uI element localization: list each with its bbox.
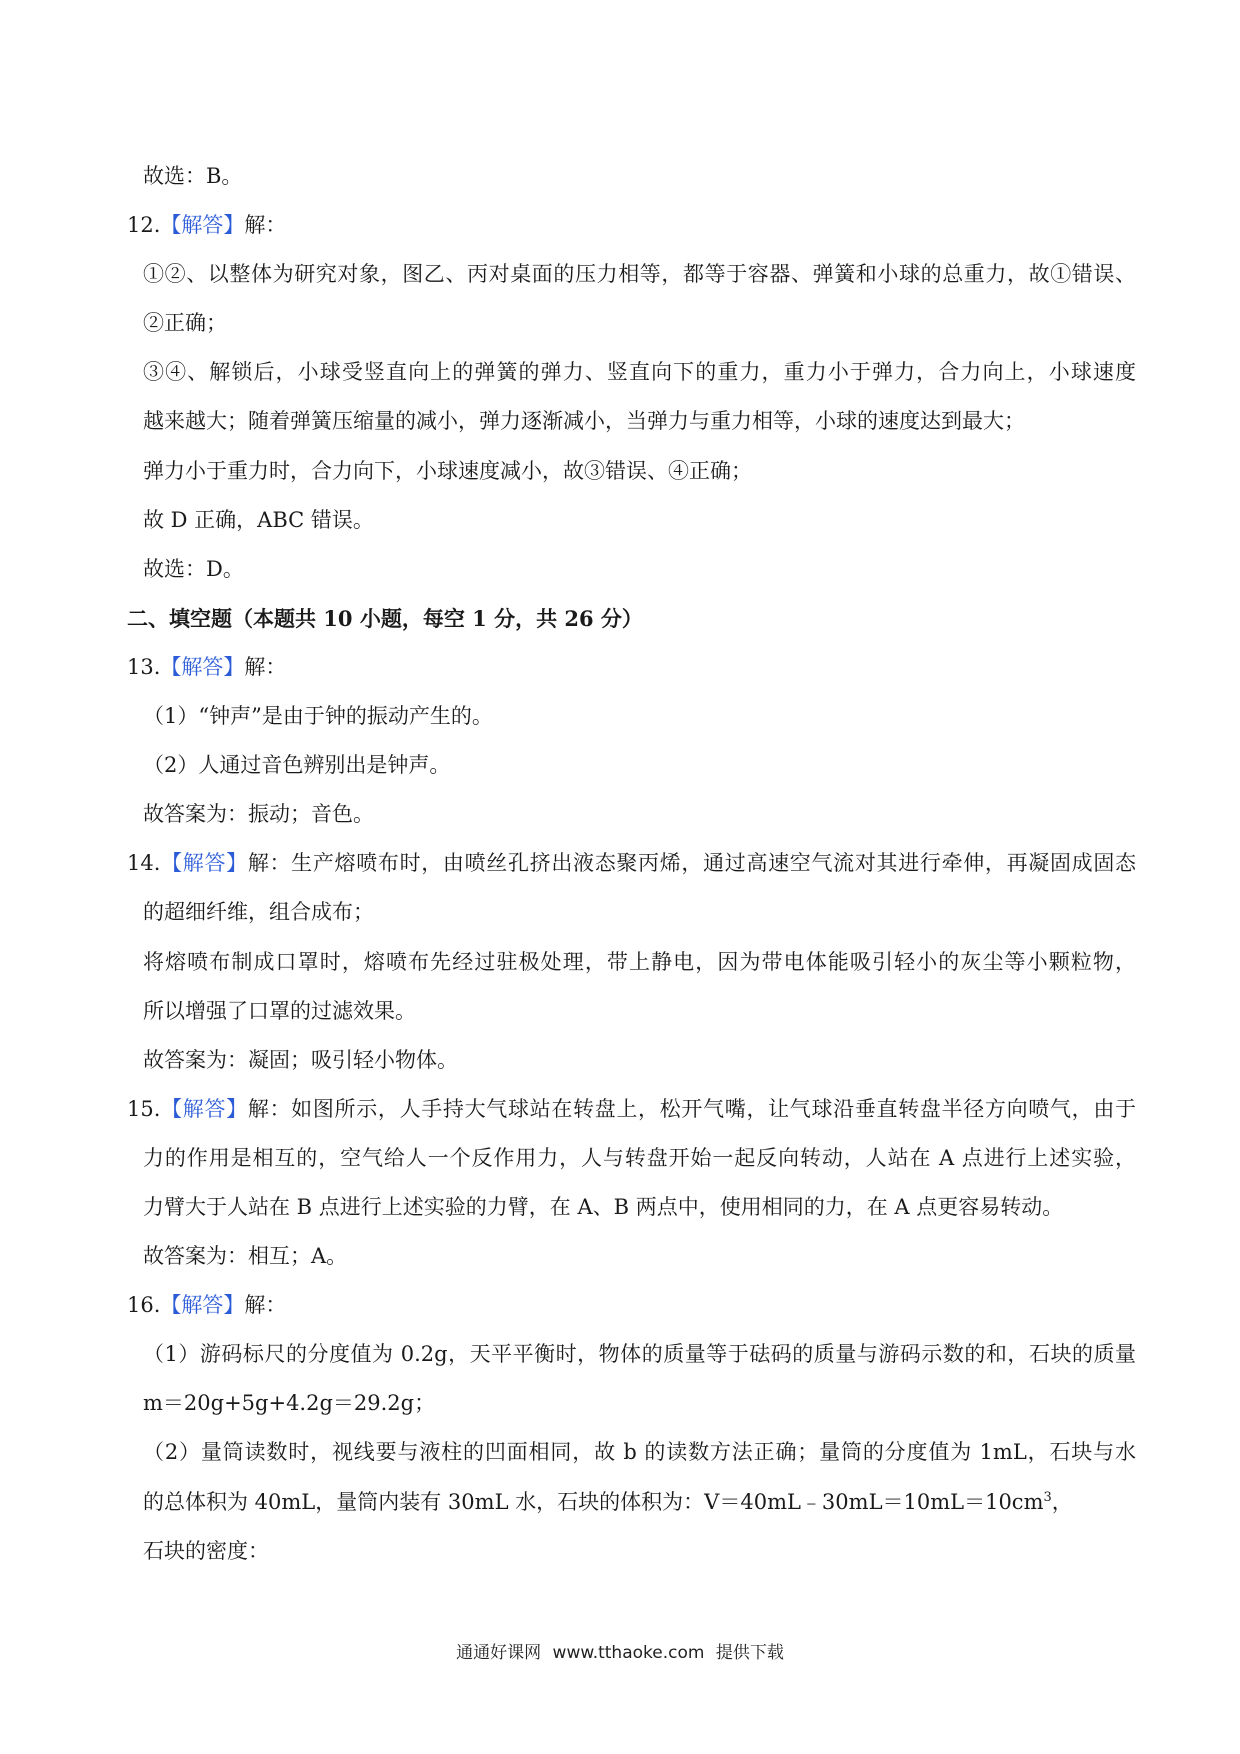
q15-number: 15. xyxy=(127,1096,161,1121)
q13-lead: 解： xyxy=(244,654,287,679)
q15-lead: 解：如图所示，人手持大气球站在转盘上，松开气嘴，让气球沿垂直转盘半径方向喷气，由于 xyxy=(247,1096,1136,1121)
q14-lead: 解：生产熔喷布时，由喷丝孔挤出液态聚丙烯，通过高速空气流对其进行牵伸，再凝固成固态 xyxy=(247,851,1136,876)
q14-answer-tag: 【解答】 xyxy=(160,851,248,876)
q12-number: 12. xyxy=(127,213,161,238)
q15-line-1: 力的作用是相互的，空气给人一个反作用力，人与转盘开始一起反向转动，人站在 A 点进行上述实验， xyxy=(143,1145,1136,1170)
q14-heading xyxy=(0,839,1136,888)
q12-answer-tag: 【解答】 xyxy=(160,213,245,238)
q16-volume-superscript: 3 xyxy=(1043,1489,1052,1505)
q11-final-choice: 故选：B。 xyxy=(143,164,243,188)
q13-number: 13. xyxy=(127,654,161,679)
q12-lead: 解： xyxy=(244,213,287,238)
q16-number: 16. xyxy=(127,1293,161,1318)
q16-lead: 解： xyxy=(244,1293,287,1318)
q13-answer-tag: 【解答】 xyxy=(160,654,245,679)
q15-answer: 故答案为：相互；A。 xyxy=(143,1244,348,1269)
q12-line-5: 弹力小于重力时，合力向下，小球速度减小，故③错误、④正确； xyxy=(143,458,752,483)
q12-final-choice: 故选：D。 xyxy=(143,556,244,581)
q13-line-2: （2）人通过音色辨别出是钟声。 xyxy=(143,753,451,778)
q16-line-1: （1）游码标尺的分度值为 0.2g，天平平衡时，物体的质量等于砝码的质量与游码示数的和，石块的质量 xyxy=(143,1342,1136,1367)
q13-line-1: （1）“钟声”是由于钟的振动产生的。 xyxy=(143,704,493,729)
q12-line-3: ③④、解锁后，小球受竖直向上的弹簧的弹力、竖直向下的重力，重力小于弹力，合力向上，小球速度 xyxy=(143,360,1136,385)
q15-line-2: 力臂大于人站在 B 点进行上述实验的力臂，在 A、B 两点中，使用相同的力，在 A 点更容易转动。 xyxy=(143,1194,1064,1219)
q14-line-2: 将熔喷布制成口罩时，熔喷布先经过驻极处理，带上静电，因为带电体能吸引轻小的灰尘等小颗粒物， xyxy=(143,949,1136,974)
q14-line-3: 所以增强了口罩的过滤效果。 xyxy=(143,998,416,1023)
q12-line-2: ②正确； xyxy=(143,311,227,336)
q16-volume-end: ， xyxy=(1051,1489,1073,1514)
q15-answer-tag: 【解答】 xyxy=(160,1096,248,1121)
q16-density-label: 石块的密度： xyxy=(143,1538,269,1563)
q16-heading xyxy=(0,1281,1240,1330)
q16-answer-tag: 【解答】 xyxy=(160,1293,245,1318)
q13-heading xyxy=(0,643,1240,692)
q13-answer: 故答案为：振动；音色。 xyxy=(143,802,374,827)
q12-line-1: ①②、以整体为研究对象，图乙、丙对桌面的压力相等，都等于容器、弹簧和小球的总重力，故①错误、 xyxy=(143,262,1136,287)
q16-volume-line xyxy=(0,1478,1240,1527)
q15-heading xyxy=(0,1085,1136,1134)
q14-line-1: 的超细纤维，组合成布； xyxy=(143,900,374,925)
q16-volume-text: 的总体积为 40mL，量筒内装有 30mL 水，石块的体积为：V＝40mL﹣30mL＝10mL＝10cm xyxy=(143,1489,1044,1514)
q14-number: 14. xyxy=(127,851,161,876)
q16-line-2: m＝20g+5g+4.2g＝29.2g； xyxy=(143,1391,436,1416)
document-body xyxy=(0,152,1240,1576)
q12-line-6: 故 D 正确，ABC 错误。 xyxy=(143,507,374,532)
q12-line-4: 越来越大；随着弹簧压缩量的减小，弹力逐渐减小，当弹力与重力相等，小球的速度达到最大； xyxy=(143,409,1025,434)
q14-answer: 故答案为：凝固；吸引轻小物体。 xyxy=(143,1047,458,1072)
section-title: 二、填空题（本题共 10 小题，每空 1 分，共 26 分） xyxy=(127,605,643,631)
page-footer: 通通好课网 www.tthaoke.com 提供下载 xyxy=(456,1643,784,1663)
q12-heading xyxy=(0,201,1240,250)
q16-line-3: （2）量筒读数时，视线要与液柱的凹面相同，故 b 的读数方法正确；量筒的分度值为 1mL，石块与水 xyxy=(143,1440,1136,1465)
